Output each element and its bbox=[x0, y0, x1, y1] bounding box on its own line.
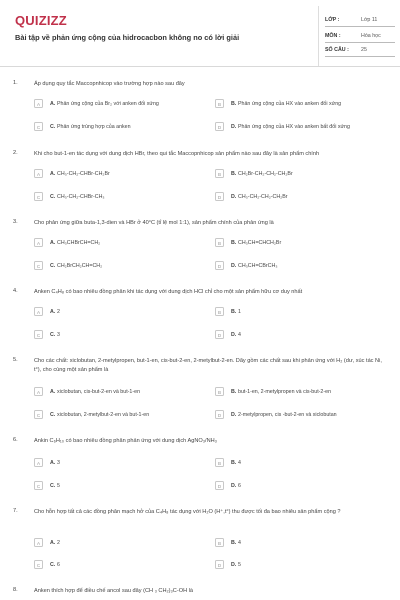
meta-count-value: 25 bbox=[361, 47, 367, 53]
option-letter: A. bbox=[50, 101, 56, 107]
option-text: CH₂Br-CH₂-CH₂-CH₂Br bbox=[238, 171, 293, 177]
option-letter: C. bbox=[50, 194, 56, 200]
option-text: 4 bbox=[238, 540, 241, 546]
option-box[interactable]: A bbox=[34, 307, 43, 316]
option-box[interactable]: D bbox=[215, 261, 224, 270]
question-number: 7. bbox=[13, 508, 18, 514]
option-text: CH₃CH=CHCH₂Br bbox=[238, 240, 282, 246]
option-text: 4 bbox=[238, 460, 241, 466]
option-text: 6 bbox=[57, 562, 60, 568]
meta-underline bbox=[325, 42, 395, 43]
meta-underline bbox=[325, 26, 395, 27]
option-text: Phản ứng cộng của Br₂ với anken đối xứng bbox=[57, 101, 159, 107]
option-text: CH₃-CH₂-CHBr-CH₂Br bbox=[57, 171, 110, 177]
option-letter: C. bbox=[50, 332, 56, 338]
option-box[interactable]: B bbox=[215, 99, 224, 108]
question-number: 3. bbox=[13, 219, 18, 225]
question-text: Ankin C₆H₁₀ có bao nhiêu đồng phân phản ứng với dung dịch AgNO₃/NH₃ bbox=[34, 438, 217, 444]
option-text: Phản ứng trùng hợp của anken bbox=[57, 124, 131, 130]
option-text: CH₃-CH₂-CHBr-CH₃ bbox=[57, 194, 105, 200]
meta-class-value: Lớp 11 bbox=[361, 17, 378, 23]
header-bottom-border bbox=[0, 66, 400, 67]
meta-subject-value: Hóa học bbox=[361, 33, 381, 39]
meta-subject bbox=[325, 31, 395, 43]
option-text: 2-metylpropen, cis -but-2-en và xiclobutan bbox=[238, 412, 337, 418]
option-text: CH₃CHBrCH=CH₂ bbox=[57, 240, 101, 246]
option-text: 2 bbox=[57, 540, 60, 546]
option-text: Phản ứng cộng của HX vào anken bất đối xứng bbox=[238, 124, 350, 130]
option-letter: A. bbox=[50, 460, 56, 466]
option-letter: C. bbox=[50, 483, 56, 489]
option-box[interactable]: B bbox=[215, 458, 224, 467]
option-letter: A. bbox=[50, 389, 56, 395]
option-letter: C. bbox=[50, 562, 56, 568]
question-number: 2. bbox=[13, 150, 18, 156]
option-box[interactable]: B bbox=[215, 387, 224, 396]
option-box[interactable]: B bbox=[215, 169, 224, 178]
meta-class-label: LỚP : bbox=[325, 17, 340, 23]
option-box[interactable]: D bbox=[215, 330, 224, 339]
option-letter: C. bbox=[50, 124, 56, 130]
option-letter: B. bbox=[231, 389, 237, 395]
option-letter: A. bbox=[50, 171, 56, 177]
option-text: 6 bbox=[238, 483, 241, 489]
option-text: 2 bbox=[57, 309, 60, 315]
question-text: Anken thích hợp để điều chế ancol sau đây (CH ₃ CH₂)₃C-OH là bbox=[34, 588, 194, 594]
option-box[interactable]: B bbox=[215, 538, 224, 547]
question-number: 1. bbox=[13, 80, 18, 86]
option-text: CH₃CH=CBrCH₃ bbox=[238, 263, 278, 269]
option-text: 3 bbox=[57, 460, 60, 466]
option-box[interactable]: C bbox=[34, 122, 43, 131]
option-letter: A. bbox=[50, 540, 56, 546]
meta-class bbox=[325, 15, 395, 27]
question-number: 8. bbox=[13, 587, 18, 593]
question-text: Cho hỗn hợp tất cả các đồng phân mạch hở của C₄H₈ tác dụng với H₂O (H⁺,t°) thu được tối đa bao nhiêu sản phẩm cộng ? bbox=[34, 509, 341, 515]
option-text: xiclobutan, cis-but-2-en và but-1-en bbox=[57, 389, 141, 395]
option-box[interactable]: D bbox=[215, 560, 224, 569]
meta-subject-label: MÔN : bbox=[325, 33, 341, 39]
option-letter: A. bbox=[50, 240, 56, 246]
option-letter: A. bbox=[50, 309, 56, 315]
option-box[interactable]: C bbox=[34, 261, 43, 270]
option-letter: D. bbox=[231, 562, 237, 568]
option-box[interactable]: D bbox=[215, 481, 224, 490]
question-text: Khi cho but-1-en tác dụng với dung dịch HBr, theo qui tắc Maccopnhicop sản phẩm nào sau đây là sản phẩm chính bbox=[34, 151, 320, 157]
option-text: 3 bbox=[57, 332, 60, 338]
option-letter: C. bbox=[50, 412, 56, 418]
option-text: 5 bbox=[57, 483, 60, 489]
question-text: Anken C₄H₈ có bao nhiêu đồng phân khi tác dụng với dung dịch HCl chỉ cho một sản phẩm hữu cơ duy nhất bbox=[34, 289, 303, 295]
option-text: 4 bbox=[238, 332, 241, 338]
option-box[interactable]: D bbox=[215, 410, 224, 419]
option-text: 5 bbox=[238, 562, 241, 568]
meta-question-count bbox=[325, 45, 395, 57]
option-letter: B. bbox=[231, 171, 237, 177]
option-box[interactable]: B bbox=[215, 238, 224, 247]
option-letter: D. bbox=[231, 124, 237, 130]
option-letter: D. bbox=[231, 263, 237, 269]
option-box[interactable]: D bbox=[215, 122, 224, 131]
option-text: Phản ứng cộng của HX vào anken đối xứng bbox=[238, 101, 342, 107]
question-number: 5. bbox=[13, 357, 18, 363]
option-letter: D. bbox=[231, 194, 237, 200]
option-text: 1 bbox=[238, 309, 241, 315]
option-box[interactable]: C bbox=[34, 481, 43, 490]
option-box[interactable]: A bbox=[34, 238, 43, 247]
option-letter: D. bbox=[231, 412, 237, 418]
question-text: Áp dụng quy tắc Maccopnhicop vào trường hợp nào sau đây bbox=[34, 81, 185, 87]
question-number: 4. bbox=[13, 288, 18, 294]
option-box[interactable]: C bbox=[34, 560, 43, 569]
option-letter: B. bbox=[231, 101, 237, 107]
option-text: but-1-en, 2-metylpropen và cis-but-2-en bbox=[238, 389, 332, 395]
header-divider bbox=[318, 6, 319, 66]
option-box[interactable]: A bbox=[34, 99, 43, 108]
option-box[interactable]: C bbox=[34, 410, 43, 419]
option-box[interactable]: B bbox=[215, 307, 224, 316]
option-letter: B. bbox=[231, 309, 237, 315]
option-box[interactable]: A bbox=[34, 169, 43, 178]
option-letter: B. bbox=[231, 540, 237, 546]
option-text: CH₃-CH₂-CH₂-CH₂Br bbox=[238, 194, 288, 200]
question-text: Cho phản ứng giữa buta-1,3-dien và HBr ở 40°C (tỉ lệ mol 1:1), sản phẩm chính của phản ứng là bbox=[34, 220, 274, 226]
question-number: 6. bbox=[13, 437, 18, 443]
option-box[interactable]: A bbox=[34, 387, 43, 396]
meta-underline bbox=[325, 56, 395, 57]
quizizz-logo[interactable]: QUIZIZZ bbox=[15, 13, 67, 28]
option-text: xiclobutan, 2-metylbut-2-en và but-1-en bbox=[57, 412, 150, 418]
option-letter: B. bbox=[231, 240, 237, 246]
option-letter: D. bbox=[231, 332, 237, 338]
option-box[interactable]: C bbox=[34, 192, 43, 201]
option-letter: B. bbox=[231, 460, 237, 466]
meta-count-label: SỐ CÂU : bbox=[325, 47, 349, 53]
option-text: CH₂BrCH₂CH=CH₂ bbox=[57, 263, 103, 269]
worksheet-header bbox=[0, 0, 400, 66]
question-text: Cho các chất: xiclobutan, 2-metylpropen, but-1-en, cis-but-2-en, 2-metylbut-2-en. Dãy gồm các chất sau khi phản ứng với H₂ (dư, xúc tác Ni, t°), cho cùng một sản phẩm là bbox=[34, 358, 382, 373]
option-box[interactable]: A bbox=[34, 538, 43, 547]
option-box[interactable]: D bbox=[215, 192, 224, 201]
option-letter: D. bbox=[231, 483, 237, 489]
worksheet-title: Bài tập về phản ứng cộng của hidrocacbon không no có lời giải bbox=[15, 33, 240, 42]
option-box[interactable]: A bbox=[34, 458, 43, 467]
option-box[interactable]: C bbox=[34, 330, 43, 339]
option-letter: C. bbox=[50, 263, 56, 269]
